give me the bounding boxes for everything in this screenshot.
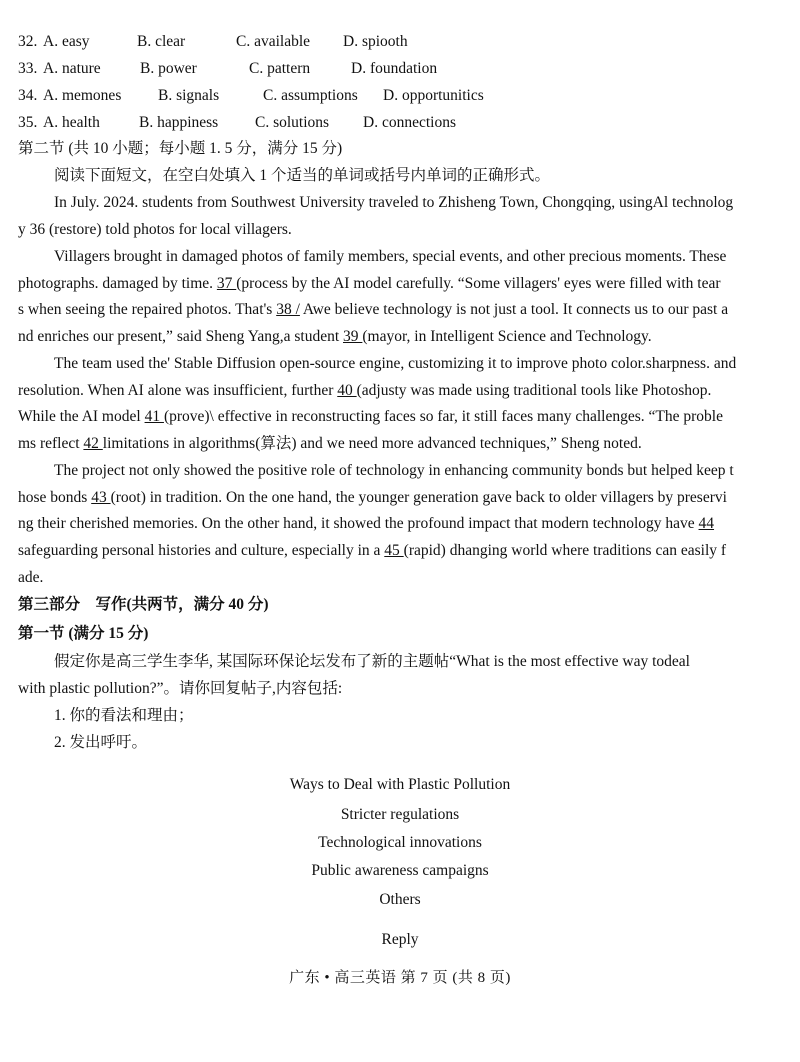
option-b: B. happiness: [139, 114, 219, 131]
passage-line: nd enriches our present,” said Sheng Yang,a student 39 (mayor, in Intelligent Science and Technology.: [18, 328, 652, 345]
option-c: C. available: [236, 33, 311, 50]
option-a: A. memones: [43, 87, 122, 104]
question-number: 34.: [18, 87, 38, 104]
blank-41[interactable]: 41: [144, 408, 164, 425]
passage-line: photographs. damaged by time. 37 (process by the AI model carefully. “Some villagers' eyes were filled with tear: [18, 275, 721, 292]
option-d: D. spiooth: [343, 33, 408, 50]
passage-line: The team used the' Stable Diffusion open-source engine, customizing it to improve photo color.sharpness. and: [54, 355, 737, 372]
blank-38[interactable]: 38 /: [276, 301, 300, 318]
section-heading: 第二节 (共 10 小题；每小题 1. 5 分，满分 15 分): [18, 140, 343, 157]
blank-40[interactable]: 40: [337, 382, 357, 399]
page-footer: 广东 • 高三英语 第 7 页 (共 8 页): [289, 970, 511, 986]
passage-line: Villagers brought in damaged photos of family members, special events, and other precious moments. These: [54, 248, 727, 265]
blank-45[interactable]: 45: [384, 542, 404, 559]
post-title: Ways to Deal with Plastic Pollution: [289, 776, 511, 793]
option-c: C. assumptions: [263, 87, 358, 104]
option-b: B. clear: [137, 33, 186, 50]
option-d: D. connections: [363, 114, 456, 131]
option-b: B. signals: [158, 87, 220, 104]
passage-line: ng their cherished memories. On the other hand, it showed the profound impact that modern technology have 44: [18, 515, 715, 532]
passage-line: resolution. When AI alone was insufficient, further 40 (adjusty was made using traditional tools like Photoshop.: [18, 382, 712, 399]
part-heading: 第三部分 写作(共两节，满分 40 分): [18, 596, 269, 613]
option-c: C. pattern: [249, 60, 311, 77]
writing-prompt: 假定你是高三学生李华, 某国际环保论坛发布了新的主题帖“What is the most effective way todeal: [54, 653, 690, 670]
option-a: A. nature: [43, 60, 101, 77]
passage-line: The project not only showed the positive role of technology in enhancing community bonds but helped keep t: [54, 462, 734, 479]
passage-line: safeguarding personal histories and culture, especially in a 45 (rapid) dhanging world where traditions can easily f: [18, 542, 727, 559]
option-a: A. health: [43, 114, 100, 131]
blank-37[interactable]: 37: [216, 275, 237, 292]
option-a: A. easy: [43, 33, 90, 50]
section-instruction: 阅读下面短文，在空白处填入 1 个适当的单词或括号内单词的正确形式。: [54, 167, 551, 184]
blank-36[interactable]: 36: [29, 221, 46, 238]
blank-44[interactable]: 44: [698, 515, 715, 532]
option-b: B. power: [140, 60, 197, 77]
post-option[interactable]: Public awareness campaigns: [311, 862, 489, 879]
prompt-item: 1. 你的看法和理由；: [54, 707, 194, 724]
passage-line: While the AI model 41 (prove)\ effective in reconstructing faces so far, it still faces many challenges. “The proble: [18, 408, 723, 425]
passage-line: ms reflect 42 limitations in algorithms(算法) and we need more advanced techniques,” Sheng noted.: [18, 435, 642, 452]
option-c: C. solutions: [255, 114, 330, 131]
passage-line: hose bonds 43 (root) in tradition. On the one hand, the younger generation gave back to older villagers by preservi: [18, 489, 727, 506]
post-option[interactable]: Technological innovations: [318, 834, 482, 851]
post-option[interactable]: Others: [379, 891, 421, 908]
option-d: D. foundation: [351, 60, 438, 77]
writing-prompt: with plastic pollution?”。请你回复帖子,内容包括:: [18, 680, 343, 697]
option-d: D. opportunitics: [383, 87, 484, 104]
post-option[interactable]: Stricter regulations: [340, 806, 460, 823]
blank-39[interactable]: 39: [343, 328, 363, 345]
question-number: 32.: [18, 33, 38, 50]
question-number: 35.: [18, 114, 38, 131]
question-number: 33.: [18, 60, 38, 77]
subsection-heading: 第一节 (满分 15 分): [18, 625, 149, 642]
blank-42[interactable]: 42: [83, 435, 103, 452]
passage-line: ade.: [18, 569, 44, 586]
blank-43[interactable]: 43: [91, 489, 111, 506]
reply-button[interactable]: Reply: [381, 931, 419, 948]
passage-line: s when seeing the repaired photos. That's 38 / Awe believe technology is not just a tool. It connects us to our past a: [18, 301, 729, 318]
prompt-item: 2. 发出呼吁。: [54, 734, 148, 751]
passage-line: y 36 (restore) told photos for local villagers.: [18, 221, 292, 238]
passage-line: In July. 2024. students from Southwest University traveled to Zhisheng Town, Chongqing, usingAl technolog: [54, 194, 734, 211]
